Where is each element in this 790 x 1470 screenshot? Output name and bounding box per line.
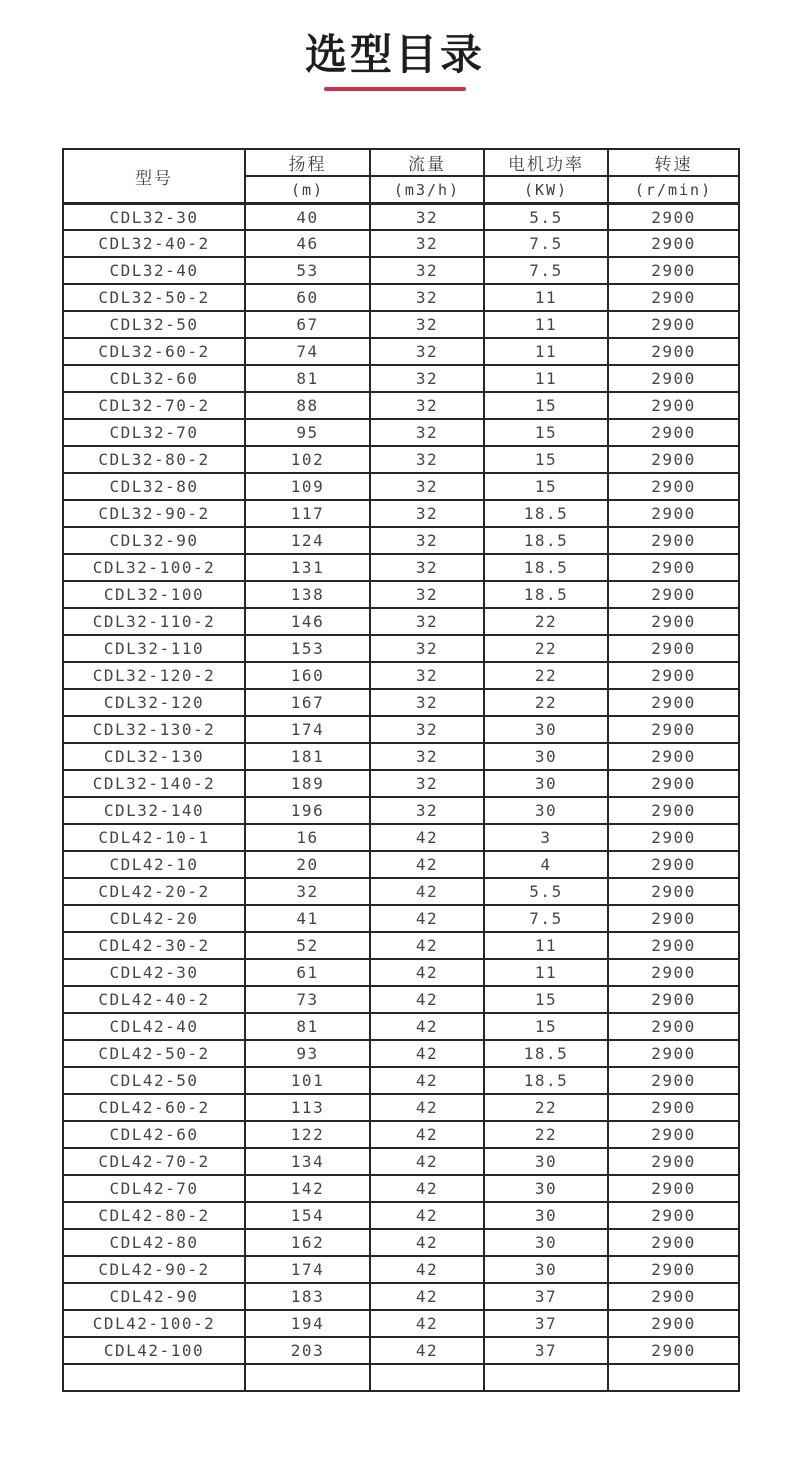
value-cell: 153 (245, 635, 370, 662)
value-cell: 42 (370, 1310, 484, 1337)
model-cell: CDL32-120-2 (63, 662, 245, 689)
value-cell: 32 (370, 257, 484, 284)
model-cell: CDL42-100-2 (63, 1310, 245, 1337)
model-cell: CDL42-30-2 (63, 932, 245, 959)
model-cell: CDL32-60-2 (63, 338, 245, 365)
value-cell: 41 (245, 905, 370, 932)
value-cell: 30 (484, 743, 608, 770)
value-cell: 2900 (608, 257, 739, 284)
table-row (63, 1310, 739, 1337)
table-row (63, 1067, 739, 1094)
value-cell: 32 (370, 608, 484, 635)
value-cell: 2900 (608, 473, 739, 500)
value-cell: 7.5 (484, 257, 608, 284)
model-cell: CDL32-90 (63, 527, 245, 554)
value-cell: 30 (484, 716, 608, 743)
value-cell: 32 (370, 500, 484, 527)
table-row (63, 959, 739, 986)
value-cell: 134 (245, 1148, 370, 1175)
value-cell: 40 (245, 203, 370, 230)
value-cell: 18.5 (484, 581, 608, 608)
value-cell: 2900 (608, 1310, 739, 1337)
value-cell: 30 (484, 1229, 608, 1256)
value-cell: 15 (484, 392, 608, 419)
value-cell: 162 (245, 1229, 370, 1256)
model-cell: CDL32-90-2 (63, 500, 245, 527)
value-cell: 37 (484, 1310, 608, 1337)
value-cell: 22 (484, 608, 608, 635)
value-cell: 42 (370, 851, 484, 878)
value-cell: 42 (370, 932, 484, 959)
value-cell: 16 (245, 824, 370, 851)
table-row (63, 1256, 739, 1283)
model-cell: CDL32-140-2 (63, 770, 245, 797)
value-cell: 2900 (608, 662, 739, 689)
model-cell: CDL32-70-2 (63, 392, 245, 419)
value-cell: 11 (484, 338, 608, 365)
value-cell: 124 (245, 527, 370, 554)
model-cell: CDL32-80 (63, 473, 245, 500)
value-cell: 167 (245, 689, 370, 716)
value-cell: 88 (245, 392, 370, 419)
model-cell: CDL32-110 (63, 635, 245, 662)
header-speed-unit: (r/min) (608, 176, 739, 203)
header-motor-power-unit: (KW) (484, 176, 608, 203)
model-cell: CDL42-60 (63, 1121, 245, 1148)
value-cell: 122 (245, 1121, 370, 1148)
model-cell: CDL42-50 (63, 1067, 245, 1094)
value-cell: 32 (370, 554, 484, 581)
model-cell: CDL42-20-2 (63, 878, 245, 905)
value-cell: 2900 (608, 797, 739, 824)
table-row (63, 392, 739, 419)
value-cell: 2900 (608, 959, 739, 986)
model-cell: CDL32-30 (63, 203, 245, 230)
value-cell: 7.5 (484, 905, 608, 932)
model-cell: CDL42-50-2 (63, 1040, 245, 1067)
model-cell: CDL42-10 (63, 851, 245, 878)
table-row (63, 419, 739, 446)
value-cell: 2900 (608, 1175, 739, 1202)
value-cell: 2900 (608, 1256, 739, 1283)
value-cell: 15 (484, 446, 608, 473)
model-cell: CDL42-10-1 (63, 824, 245, 851)
value-cell: 2900 (608, 716, 739, 743)
value-cell: 2900 (608, 1229, 739, 1256)
table-row (63, 554, 739, 581)
value-cell: 42 (370, 824, 484, 851)
value-cell: 32 (370, 635, 484, 662)
value-cell: 67 (245, 311, 370, 338)
value-cell: 15 (484, 1013, 608, 1040)
table-row (63, 365, 739, 392)
value-cell: 2900 (608, 527, 739, 554)
value-cell: 2900 (608, 284, 739, 311)
value-cell: 5.5 (484, 203, 608, 230)
model-cell: CDL42-30 (63, 959, 245, 986)
value-cell: 52 (245, 932, 370, 959)
value-cell: 42 (370, 1094, 484, 1121)
value-cell: 2900 (608, 635, 739, 662)
value-cell: 18.5 (484, 554, 608, 581)
model-cell: CDL42-90-2 (63, 1256, 245, 1283)
value-cell: 2900 (608, 770, 739, 797)
value-cell: 53 (245, 257, 370, 284)
model-cell: CDL32-70 (63, 419, 245, 446)
header-flow: 流量 (370, 149, 484, 176)
table-row (63, 797, 739, 824)
header-motor-power: 电机功率 (484, 149, 608, 176)
table-row (63, 608, 739, 635)
table-row (63, 230, 739, 257)
model-cell: CDL32-110-2 (63, 608, 245, 635)
value-cell: 32 (370, 473, 484, 500)
value-cell: 183 (245, 1283, 370, 1310)
value-cell: 2900 (608, 1013, 739, 1040)
value-cell: 32 (370, 527, 484, 554)
table-row (63, 986, 739, 1013)
table-row (63, 203, 739, 230)
value-cell: 42 (370, 1121, 484, 1148)
value-cell: 22 (484, 635, 608, 662)
value-cell: 18.5 (484, 500, 608, 527)
table-row (63, 284, 739, 311)
table-row (63, 1175, 739, 1202)
value-cell: 2900 (608, 932, 739, 959)
value-cell: 174 (245, 716, 370, 743)
model-cell: CDL42-20 (63, 905, 245, 932)
model-cell: CDL32-40 (63, 257, 245, 284)
model-cell: CDL32-80-2 (63, 446, 245, 473)
value-cell: 174 (245, 1256, 370, 1283)
value-cell: 189 (245, 770, 370, 797)
value-cell: 15 (484, 986, 608, 1013)
header-head: 扬程 (245, 149, 370, 176)
value-cell: 32 (370, 230, 484, 257)
value-cell: 2900 (608, 743, 739, 770)
table-row (63, 1094, 739, 1121)
value-cell: 61 (245, 959, 370, 986)
value-cell: 2900 (608, 1067, 739, 1094)
value-cell: 32 (370, 716, 484, 743)
value-cell: 42 (370, 1337, 484, 1364)
table-row (63, 581, 739, 608)
model-cell: CDL32-50-2 (63, 284, 245, 311)
table-row (63, 716, 739, 743)
table-row (63, 1013, 739, 1040)
value-cell: 46 (245, 230, 370, 257)
value-cell: 32 (370, 365, 484, 392)
table-row (63, 1229, 739, 1256)
model-cell: CDL32-100-2 (63, 554, 245, 581)
value-cell: 42 (370, 959, 484, 986)
model-cell: CDL42-40-2 (63, 986, 245, 1013)
table-row (63, 662, 739, 689)
table-row (63, 1202, 739, 1229)
table-row (63, 932, 739, 959)
title-accent-divider (324, 87, 466, 91)
value-cell: 2900 (608, 338, 739, 365)
table-row (63, 446, 739, 473)
value-cell: 117 (245, 500, 370, 527)
value-cell: 2900 (608, 1337, 739, 1364)
value-cell: 2900 (608, 878, 739, 905)
value-cell: 2900 (608, 446, 739, 473)
value-cell: 18.5 (484, 527, 608, 554)
table-row (63, 635, 739, 662)
value-cell: 5.5 (484, 878, 608, 905)
table-row (63, 500, 739, 527)
header-flow-unit: (m3/h) (370, 176, 484, 203)
table-row (63, 1283, 739, 1310)
value-cell: 2900 (608, 986, 739, 1013)
value-cell: 2900 (608, 1148, 739, 1175)
empty-cell (370, 1364, 484, 1391)
value-cell: 15 (484, 419, 608, 446)
value-cell: 2900 (608, 1283, 739, 1310)
table-row (63, 527, 739, 554)
value-cell: 32 (245, 878, 370, 905)
model-cell: CDL42-100 (63, 1337, 245, 1364)
value-cell: 4 (484, 851, 608, 878)
empty-cell (484, 1364, 608, 1391)
value-cell: 42 (370, 1013, 484, 1040)
table-row (63, 689, 739, 716)
value-cell: 113 (245, 1094, 370, 1121)
table-row (63, 311, 739, 338)
value-cell: 32 (370, 419, 484, 446)
value-cell: 22 (484, 662, 608, 689)
value-cell: 22 (484, 689, 608, 716)
value-cell: 74 (245, 338, 370, 365)
value-cell: 30 (484, 770, 608, 797)
selection-catalog-table (62, 148, 740, 1392)
value-cell: 203 (245, 1337, 370, 1364)
empty-cell (608, 1364, 739, 1391)
table-row (63, 1121, 739, 1148)
table-header (63, 149, 739, 203)
table-row (63, 905, 739, 932)
value-cell: 2900 (608, 554, 739, 581)
table-row (63, 1337, 739, 1364)
value-cell: 32 (370, 581, 484, 608)
value-cell: 42 (370, 905, 484, 932)
value-cell: 109 (245, 473, 370, 500)
header-row-labels (63, 149, 739, 176)
value-cell: 2900 (608, 1121, 739, 1148)
table-row (63, 1148, 739, 1175)
header-speed: 转速 (608, 149, 739, 176)
value-cell: 37 (484, 1337, 608, 1364)
value-cell: 11 (484, 311, 608, 338)
value-cell: 101 (245, 1067, 370, 1094)
empty-cell (63, 1364, 245, 1391)
value-cell: 11 (484, 365, 608, 392)
model-cell: CDL42-60-2 (63, 1094, 245, 1121)
value-cell: 37 (484, 1283, 608, 1310)
value-cell: 30 (484, 1202, 608, 1229)
model-cell: CDL32-40-2 (63, 230, 245, 257)
value-cell: 81 (245, 1013, 370, 1040)
value-cell: 2900 (608, 500, 739, 527)
value-cell: 154 (245, 1202, 370, 1229)
value-cell: 160 (245, 662, 370, 689)
value-cell: 42 (370, 1283, 484, 1310)
value-cell: 2900 (608, 1094, 739, 1121)
value-cell: 30 (484, 1256, 608, 1283)
table-row-partial (63, 1364, 739, 1391)
value-cell: 32 (370, 743, 484, 770)
model-cell: CDL42-90 (63, 1283, 245, 1310)
value-cell: 2900 (608, 392, 739, 419)
table-row (63, 338, 739, 365)
value-cell: 30 (484, 1148, 608, 1175)
model-cell: CDL42-70 (63, 1175, 245, 1202)
value-cell: 2900 (608, 608, 739, 635)
value-cell: 42 (370, 986, 484, 1013)
value-cell: 32 (370, 284, 484, 311)
table-row (63, 851, 739, 878)
value-cell: 73 (245, 986, 370, 1013)
value-cell: 32 (370, 311, 484, 338)
value-cell: 7.5 (484, 230, 608, 257)
value-cell: 11 (484, 959, 608, 986)
model-cell: CDL32-130-2 (63, 716, 245, 743)
model-cell: CDL42-70-2 (63, 1148, 245, 1175)
value-cell: 32 (370, 338, 484, 365)
value-cell: 20 (245, 851, 370, 878)
model-cell: CDL32-60 (63, 365, 245, 392)
value-cell: 32 (370, 797, 484, 824)
model-cell: CDL32-120 (63, 689, 245, 716)
value-cell: 18.5 (484, 1040, 608, 1067)
table-row (63, 824, 739, 851)
value-cell: 22 (484, 1094, 608, 1121)
header-head-unit: (m) (245, 176, 370, 203)
value-cell: 32 (370, 662, 484, 689)
value-cell: 30 (484, 797, 608, 824)
value-cell: 138 (245, 581, 370, 608)
table-row (63, 878, 739, 905)
value-cell: 11 (484, 284, 608, 311)
model-cell: CDL32-50 (63, 311, 245, 338)
table-row (63, 473, 739, 500)
model-cell: CDL42-40 (63, 1013, 245, 1040)
value-cell: 32 (370, 689, 484, 716)
value-cell: 131 (245, 554, 370, 581)
model-cell: CDL32-100 (63, 581, 245, 608)
page-title: 选型目录 (304, 30, 485, 79)
value-cell: 196 (245, 797, 370, 824)
value-cell: 142 (245, 1175, 370, 1202)
value-cell: 42 (370, 1040, 484, 1067)
value-cell: 60 (245, 284, 370, 311)
value-cell: 2900 (608, 851, 739, 878)
table-body (63, 203, 739, 1391)
empty-cell (245, 1364, 370, 1391)
value-cell: 42 (370, 1175, 484, 1202)
value-cell: 32 (370, 392, 484, 419)
value-cell: 2900 (608, 230, 739, 257)
model-cell: CDL32-140 (63, 797, 245, 824)
value-cell: 2900 (608, 365, 739, 392)
value-cell: 2900 (608, 824, 739, 851)
value-cell: 15 (484, 473, 608, 500)
value-cell: 32 (370, 446, 484, 473)
value-cell: 32 (370, 770, 484, 797)
value-cell: 95 (245, 419, 370, 446)
value-cell: 181 (245, 743, 370, 770)
model-cell: CDL32-130 (63, 743, 245, 770)
value-cell: 30 (484, 1175, 608, 1202)
value-cell: 2900 (608, 581, 739, 608)
value-cell: 2900 (608, 689, 739, 716)
value-cell: 81 (245, 365, 370, 392)
value-cell: 42 (370, 1148, 484, 1175)
table-row (63, 770, 739, 797)
table-row (63, 743, 739, 770)
value-cell: 22 (484, 1121, 608, 1148)
table-row (63, 257, 739, 284)
value-cell: 2900 (608, 905, 739, 932)
value-cell: 18.5 (484, 1067, 608, 1094)
value-cell: 42 (370, 878, 484, 905)
model-cell: CDL42-80 (63, 1229, 245, 1256)
title-block (0, 0, 790, 91)
value-cell: 2900 (608, 1040, 739, 1067)
value-cell: 42 (370, 1067, 484, 1094)
value-cell: 2900 (608, 1202, 739, 1229)
value-cell: 146 (245, 608, 370, 635)
value-cell: 102 (245, 446, 370, 473)
value-cell: 32 (370, 203, 484, 230)
value-cell: 194 (245, 1310, 370, 1337)
value-cell: 2900 (608, 203, 739, 230)
table-row (63, 1040, 739, 1067)
value-cell: 2900 (608, 311, 739, 338)
value-cell: 2900 (608, 419, 739, 446)
value-cell: 11 (484, 932, 608, 959)
header-model: 型号 (63, 149, 245, 203)
value-cell: 3 (484, 824, 608, 851)
value-cell: 42 (370, 1229, 484, 1256)
value-cell: 93 (245, 1040, 370, 1067)
model-cell: CDL42-80-2 (63, 1202, 245, 1229)
value-cell: 42 (370, 1256, 484, 1283)
value-cell: 42 (370, 1202, 484, 1229)
